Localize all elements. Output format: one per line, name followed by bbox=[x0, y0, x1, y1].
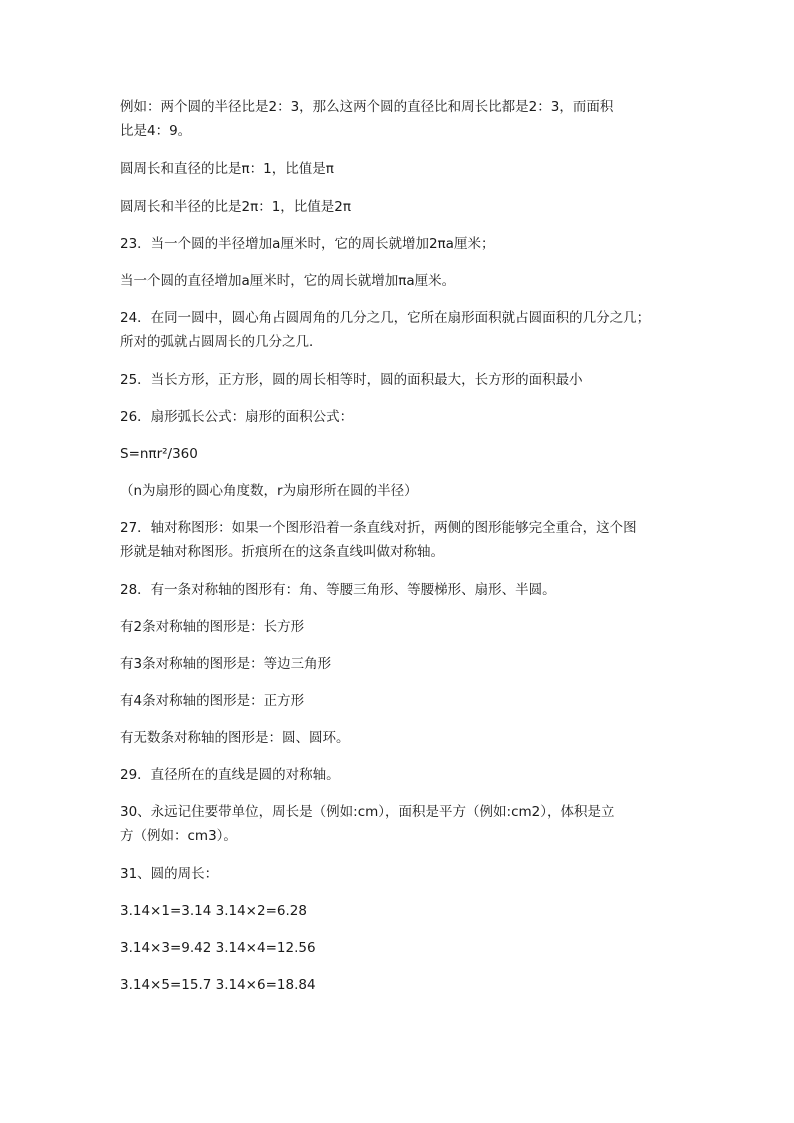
text-line-item-23-b: 当一个圆的直径增加a厘米时，它的周长就增加πa厘米。 bbox=[120, 273, 456, 289]
text-line-circumference-radius: 圆周长和半径的比是2π：1，比值是2π bbox=[120, 199, 352, 215]
text-line-item-26: 26．扇形弧长公式：扇形的面积公式： bbox=[120, 409, 354, 425]
text-line-item-27-b: 形就是轴对称图形。折痕所在的这条直线叫做对称轴。 bbox=[120, 544, 444, 560]
text-line-formula-note: （n为扇形的圆心角度数，r为扇形所在圆的半径） bbox=[120, 483, 418, 499]
text-line-four-axes: 有4条对称轴的图形是：正方形 bbox=[120, 693, 305, 709]
text-line-example-ratio-1: 例如：两个圆的半径比是2：3，那么这两个圆的直径比和周长比都是2：3，而面积 bbox=[120, 99, 614, 115]
text-line-item-30-b: 方（例如：cm3）。 bbox=[120, 828, 237, 844]
text-line-item-24-b: 所对的弧就占圆周长的几分之几． bbox=[120, 334, 323, 350]
text-line-calc-1: 3.14×1=3.14 3.14×2=6.28 bbox=[120, 903, 307, 919]
text-line-item-23-a: 23．当一个圆的半径增加a厘米时，它的周长就增加2πa厘米； bbox=[120, 236, 495, 252]
text-line-calc-2: 3.14×3=9.42 3.14×4=12.56 bbox=[120, 940, 316, 956]
text-line-calc-3: 3.14×5=15.7 3.14×6=18.84 bbox=[120, 977, 316, 993]
text-line-two-axes: 有2条对称轴的图形是：长方形 bbox=[120, 619, 305, 635]
text-line-circumference-diameter: 圆周长和直径的比是π：1，比值是π bbox=[120, 161, 334, 177]
text-line-item-24-a: 24．在同一圆中，圆心角占圆周角的几分之几，它所在扇形面积就占圆面积的几分之几； bbox=[120, 310, 651, 326]
text-line-item-30-a: 30、永远记住要带单位，周长是（例如:cm），面积是平方（例如:cm2），体积是立 bbox=[120, 804, 615, 820]
text-line-example-ratio-2: 比是4：9。 bbox=[120, 123, 192, 139]
text-line-item-28: 28．有一条对称轴的图形有：角、等腰三角形、等腰梯形、扇形、半圆。 bbox=[120, 582, 556, 598]
text-line-sector-area-formula: S=nπr²/360 bbox=[120, 446, 198, 462]
text-line-three-axes: 有3条对称轴的图形是：等边三角形 bbox=[120, 656, 332, 672]
text-line-item-25: 25．当长方形，正方形，圆的周长相等时，圆的面积最大，长方形的面积最小 bbox=[120, 372, 583, 388]
text-line-item-31: 31、圆的周长： bbox=[120, 866, 219, 882]
text-line-item-27-a: 27．轴对称图形：如果一个图形沿着一条直线对折，两侧的图形能够完全重合，这个图 bbox=[120, 520, 637, 536]
text-line-item-29: 29．直径所在的直线是圆的对称轴。 bbox=[120, 767, 340, 783]
text-line-infinite-axes: 有无数条对称轴的图形是：圆、圆环。 bbox=[120, 730, 350, 746]
